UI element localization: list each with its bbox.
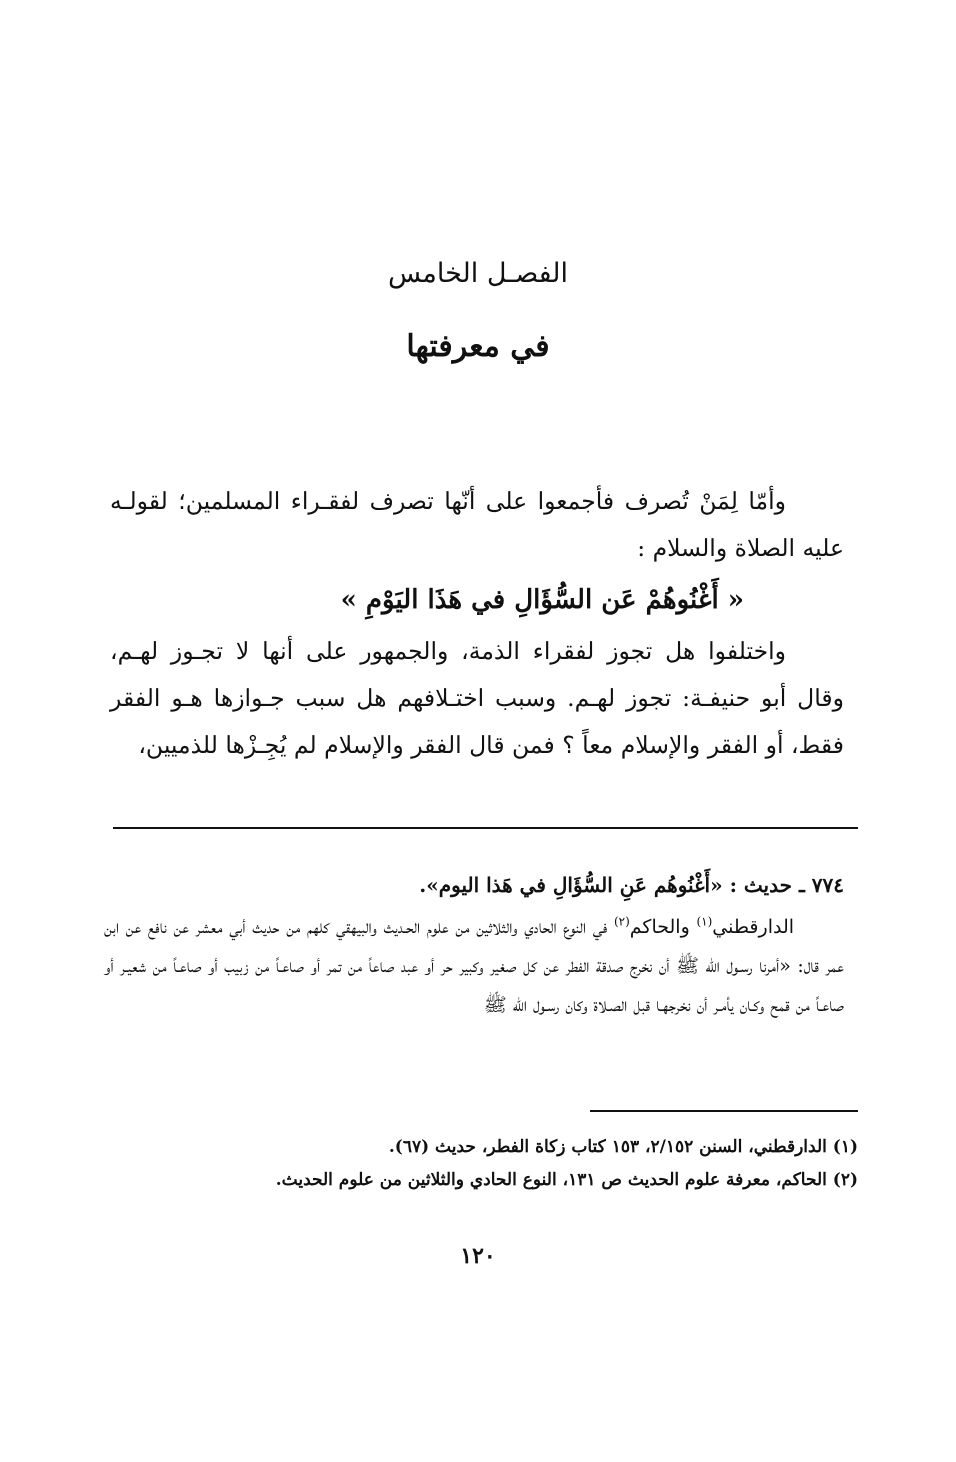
separator-rule (113, 827, 858, 829)
note-text (104, 908, 844, 1025)
footnote-ref-1[interactable]: (١) (696, 914, 713, 929)
note-text-part-2: والحاكم (629, 916, 697, 938)
note-heading: ٧٧٤ ـ حديث : «أَغْنُوهُم عَنِ السُّؤَالِ في هَذا اليوم». (419, 873, 844, 897)
note-text-part-1: الدارقطني (712, 916, 795, 938)
hadith-quote: « أَغْنُوهُمْ عَن السُّؤَالِ في هَذَا اليَوْمِ » (340, 585, 744, 615)
footnote-ref-2[interactable]: (٢) (613, 914, 630, 929)
footnote-rule (590, 1110, 858, 1112)
footnote-1: (١) الدارقطني، السنن ٢/١٥٢، ١٥٣ كتاب زكاة الفطر، حديث (٦٧). (388, 1137, 858, 1157)
paragraph-2: واختلفوا هل تجوز لفقراء الذمة، والجمهور على أنها لا تجـوز لهـم، وقال أبو حنيفـة: تجوز لهـم. وسبب اختـلافهم هل سبب جـوازها هـو الفقر فقط، أو الفقر والإسلام معاً ؟ فمن قال الفقر والإسلام لم يُجِـزْها للذميين، (110, 637, 844, 759)
footnotes (98, 1131, 858, 1197)
page-number: ١٢٠ (460, 1243, 496, 1269)
footnote-2: (٢) الحاكم، معرفة علوم الحديث ص ١٣١، النوع الحادي والثلاثين من علوم الحديث. (275, 1170, 858, 1190)
chapter-label: الفصـل الخامس (387, 258, 568, 289)
note-text-part-3: في النوع الحادي والثلاثين من علوم الحـديث والبيهقي كلهم من حديث أبي معشر عن نافع عن ابن عمر قال: «أمرنا رسـول الله ﷺ أن نخرج صدقة الفطر عن كل صغير وكبير حر أو عبد صاعاً من تمر أو صاعـاً من زبيب أو صاعـاً من شعيـر أو صاعـاً من قمح وكـان يأمـر أن نخرجهـا قبل الصـلاة وكان رسـول الله ﷺ (104, 916, 844, 1016)
takhrij-notes (104, 862, 844, 1025)
paragraph-1: وأمّا لِمَنْ تُصرف فأجمعوا على أنّها تصرف لفقـراء المسلمين؛ لقولـه عليه الصلاة والسلام : (110, 487, 844, 562)
chapter-title: في معرفتها (406, 329, 550, 364)
main-text (110, 478, 844, 769)
